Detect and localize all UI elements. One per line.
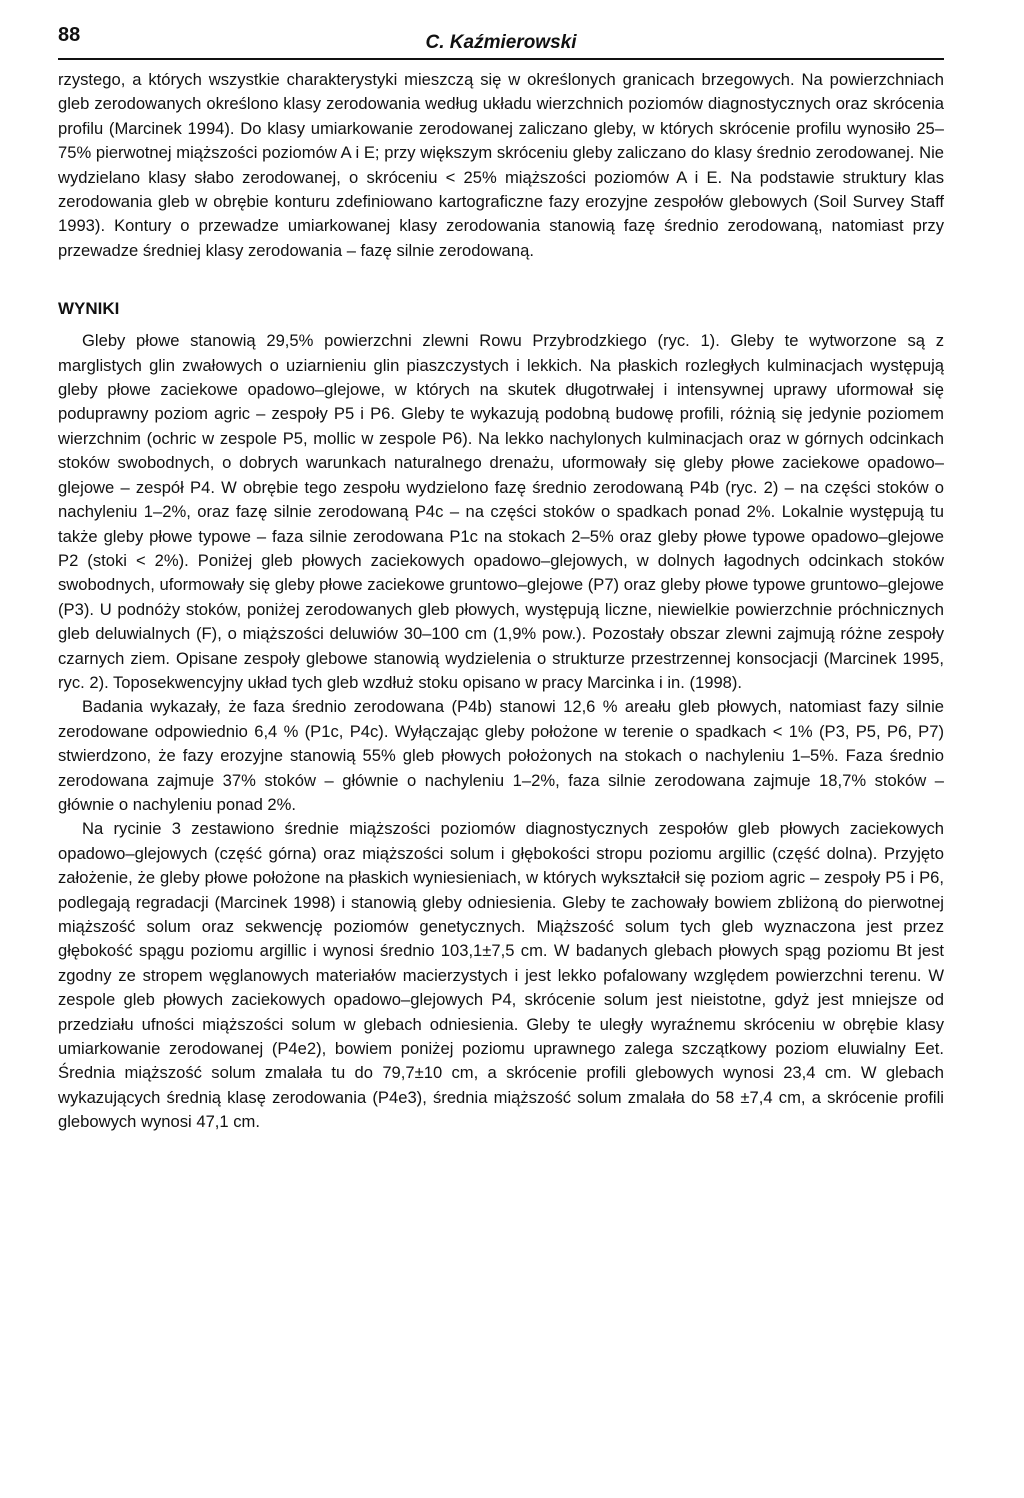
page-number: 88: [58, 24, 81, 46]
spacer: [58, 321, 944, 329]
paragraph-results-3: Na rycinie 3 zestawiono średnie miąższości poziomów diagnostycznych zespołów gleb płowych zaciekowych opadowo–glejowych (część górna) oraz miąższości solum i głębokości stropu poziomu argillic (część dolna). Przyjęto założenie, że gleby płowe położone na płaskich wyniesieniach, w których wykształcił się poziom agric – zespoły P5 i P6, podlegają regradacji (Marcinek 1998) i stanowią gleby odniesienia. Gleby te zachowały bowiem zbliżoną do pierwotnej miąższość solum oraz sekwencję poziomów genetycznych. Miąższość solum tych gleb wyznaczona jest przez głębokość spągu poziomu argillic i wynosi średnio 103,1±7,5 cm. W badanych glebach płowych spąg poziomu Bt jest zgodny ze stropem węglanowych materiałów macierzystych i jest lekko pofalowany względem powierzchni terenu. W zespole gleb płowych zaciekowych opadowo–glejowych P4, skrócenie solum jest nieistotne, gdyż jest mniejsze od przedziału ufności miąższości solum w glebach odniesienia. Gleby te uległy wyraźnemu skróceniu w obrębie klasy umiarkowanie zerodowanej (P4e2), bowiem poniżej poziomu uprawnego zalega szczątkowy poziom eluwialny Eet. Średnia miąższość solum zmalała tu do 79,7±10 cm, a skrócenie profili glebowych wynosi 23,4 cm. W glebach wykazujących średnią klasę zerodowania (P4e3), średnia miąższość solum zmalała do 58 ±7,4 cm, a skrócenie profili glebowych wynosi 47,1 cm.: [58, 819, 944, 1132]
running-head: [58, 24, 944, 60]
body-text: [58, 68, 944, 1135]
paragraph-methods-continuation: rzystego, a których wszystkie charakterystyki mieszczą się w określonych granicach brzegowych. Na powierzchniach gleb zerodowanych określono klasy zerodowania według układu wierzchnich poziomów diagnostycznych oraz skrócenia profilu (Marcinek 1994). Do klasy umiarkowanie zerodowanej zaliczano gleby, w których skrócenie profilu wynosiło 25–75% pierwotnej miąższości poziomów A i E; przy większym skróceniu gleby zaliczano do klasy średnio zerodowanej. Nie wydzielano klasy słabo zerodowanej, o skróceniu < 25% miąższości poziomów A i E. Na podstawie struktury klas zerodowania gleb w obrębie konturu zdefiniowano kartograficzne fazy erozyjne zespołów glebowych (Soil Survey Staff 1993). Kontury o przewadze umiarkowanej klasy zerodowania stanowią fazę średnio zerodowaną, natomiast przy przewadze średniej klasy zerodowania – fazę silnie zerodowaną.: [58, 70, 944, 260]
paragraph-results-1: Gleby płowe stanowią 29,5% powierzchni zlewni Rowu Przybrodzkiego (ryc. 1). Gleby te wytworzone są z marglistych glin zwałowych o uziarnieniu glin piaszczystych i lekkich. Na płaskich rozległych kulminacjach występują gleby płowe zaciekowe opadowo–glejowe, w których na skutek długotrwałej i intensywnej uprawy uformował się poduprawny poziom agric – zespoły P5 i P6. Gleby te wykazują podobną budowę profili, różnią się jedynie poziomem wierzchnim (ochric w zespole P5, mollic w zespole P6). Na lekko nachylonych kulminacjach oraz w górnych odcinkach stoków swobodnych, o dobrych warunkach naturalnego drenażu, uformowały się gleby płowe zaciekowe opadowo–glejowe – zespół P4. W obrębie tego zespołu wydzielono fazę średnio zerodowaną P4b (ryc. 2) – na części stoków o nachyleniu 1–2%, oraz fazę silnie zerodowaną P4c – na części stoków o spadkach ponad 2%. Lokalnie występują tu także gleby płowe typowe – faza silnie zerodowana P1c na stokach 2–5% oraz gleby płowe typowe opadowo–glejowe P2 (stoki < 2%). Poniżej gleb płowych zaciekowych opadowo–glejowych, w dolnych łagodnych odcinkach stoków swobodnych, uformowały się gleby płowe zaciekowe gruntowo–glejowe (P7) oraz gleby płowe typowe gruntowo–glejowe (P3). U podnóży stoków, poniżej zerodowanych gleb płowych, występują liczne, niewielkie powierzchnie próchnicznych gleb deluwialnych (F), o miąższości deluwiów 30–100 cm (1,9% pow.). Pozostały obszar zlewni zajmują różne zespoły czarnych ziem. Opisane zespoły glebowe stanowią wydzielenia o strukturze przestrzennej konsocjacji (Marcinek 1995, ryc. 2). Toposekwencyjny układ tych gleb wzdłuż stoku opisano w pracy Marcinka i in. (1998).: [58, 331, 944, 692]
section-heading-wyniki: WYNIKI: [58, 299, 120, 319]
page: [58, 0, 944, 1498]
paragraph-results-2: Badania wykazały, że faza średnio zerodowana (P4b) stanowi 12,6 % areału gleb płowych, natomiast fazy silnie zerodowane odpowiednio 6,4 % (P1c, P4c). Wyłączając gleby położone w terenie o spadkach < 1% (P3, P5, P6, P7) stwierdzono, że fazy erozyjne stanowią 55% gleb płowych położonych na stokach o nachyleniu 1–5%. Faza średnio zerodowana zajmuje 37% stoków – głównie o nachyleniu 1–2%, faza silnie zerodowana zajmuje 18,7% stoków – głównie o nachyleniu ponad 2%.: [58, 697, 944, 814]
spacer: [58, 263, 944, 297]
running-head-author: C. Kaźmierowski: [425, 32, 577, 53]
